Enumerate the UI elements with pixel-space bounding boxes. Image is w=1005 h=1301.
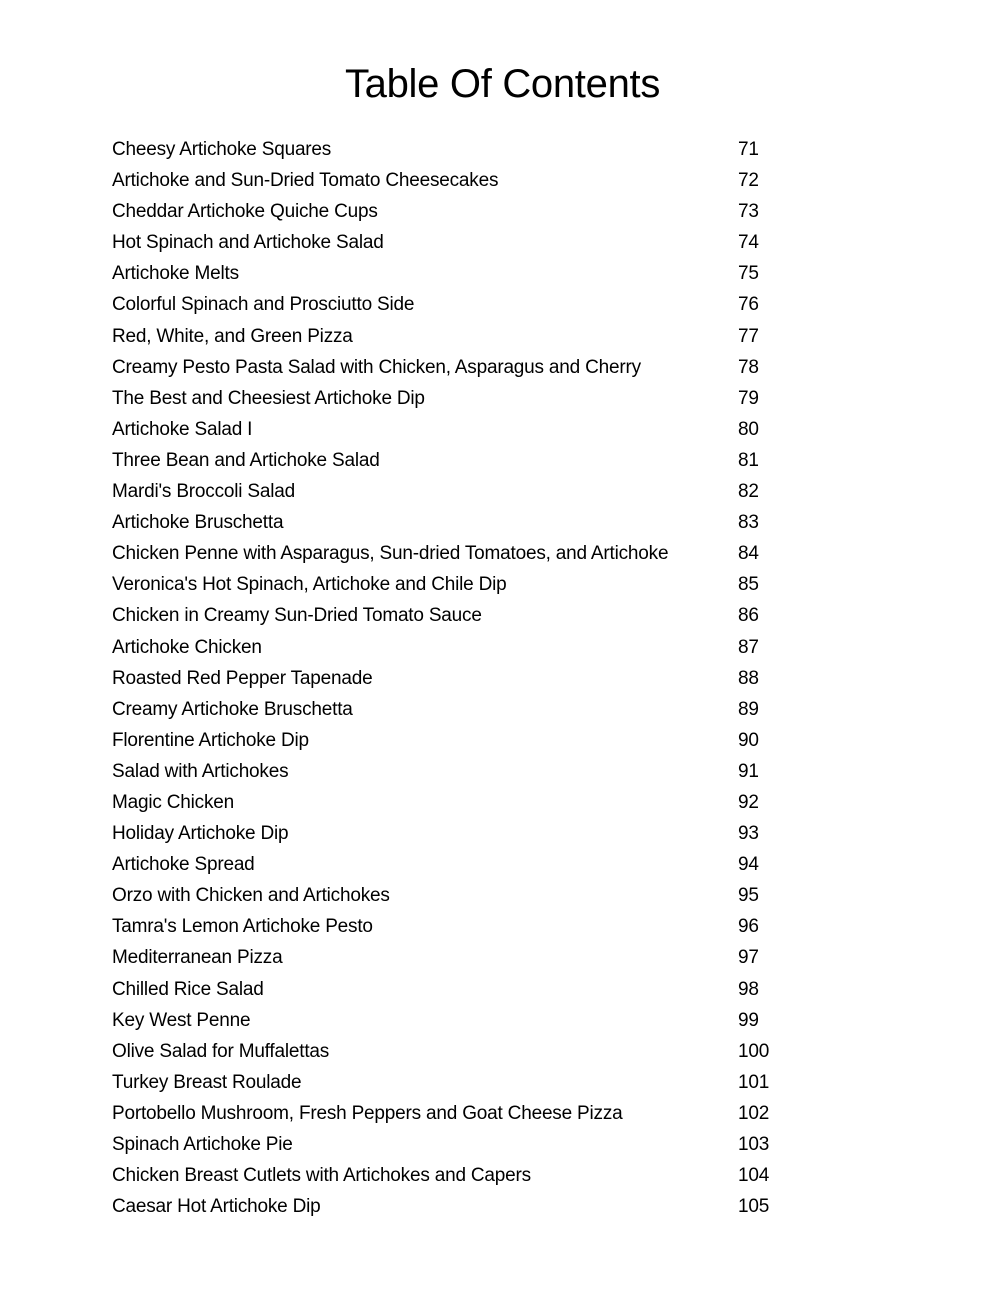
toc-entry (112, 696, 812, 727)
toc-entry (112, 198, 812, 229)
page-title: Table Of Contents (344, 62, 661, 106)
toc-entry-title: Turkey Breast Roulade (112, 1071, 302, 1093)
toc-entry (112, 1162, 812, 1193)
toc-entry-page-number: 85 (738, 574, 759, 596)
toc-entry (112, 944, 812, 975)
toc-entry-page-number: 98 (738, 978, 759, 1000)
toc-entry (112, 416, 812, 447)
toc-entry-page-number: 102 (738, 1102, 770, 1124)
toc-entry-title: Holiday Artichoke Dip (112, 823, 289, 845)
toc-entry-page-number: 90 (738, 729, 759, 751)
toc-entry-page-number: 72 (738, 170, 759, 192)
toc-entry (112, 136, 812, 167)
toc-entry (112, 540, 812, 571)
toc-entry (112, 478, 812, 509)
toc-entry-page-number: 101 (738, 1071, 770, 1093)
toc-entry-title: Creamy Pesto Pasta Salad with Chicken, Asparagus and Cherry (112, 356, 641, 378)
toc-entry-page-number: 87 (738, 636, 759, 658)
toc-entry-page-number: 104 (738, 1165, 770, 1187)
toc-entry-title: Colorful Spinach and Prosciutto Side (112, 294, 415, 316)
toc-entry-title: Chilled Rice Salad (112, 978, 264, 1000)
toc-entry (112, 789, 812, 820)
toc-entry-page-number: 93 (738, 823, 759, 845)
toc-entry-page-number: 76 (738, 294, 759, 316)
toc-entry (112, 229, 812, 260)
toc-entry (112, 571, 812, 602)
toc-entry-page-number: 77 (738, 325, 759, 347)
toc-entry-title: Tamra's Lemon Artichoke Pesto (112, 916, 373, 938)
toc-entry-page-number: 78 (738, 356, 759, 378)
toc-entry (112, 260, 812, 291)
toc-entry-title: Artichoke Salad I (112, 418, 253, 440)
toc-entry (112, 447, 812, 478)
toc-entry (112, 167, 812, 198)
toc-entry-page-number: 100 (738, 1040, 770, 1062)
toc-entry-page-number: 95 (738, 885, 759, 907)
toc-entry-page-number: 75 (738, 263, 759, 285)
toc-entry (112, 1131, 812, 1162)
toc-entry-page-number: 99 (738, 1009, 759, 1031)
toc-entry-title: Artichoke and Sun-Dried Tomato Cheesecakes (112, 170, 499, 192)
toc-entry-title: Olive Salad for Muffalettas (112, 1040, 330, 1062)
toc-entry-title: Caesar Hot Artichoke Dip (112, 1196, 321, 1218)
toc-entry-page-number: 105 (738, 1196, 770, 1218)
toc-entry-page-number: 83 (738, 512, 759, 534)
toc-entry-page-number: 80 (738, 418, 759, 440)
toc-entry-title: Cheddar Artichoke Quiche Cups (112, 201, 378, 223)
toc-entry (112, 1193, 812, 1224)
toc-entry-title: Magic Chicken (112, 791, 235, 813)
toc-entry-page-number: 82 (738, 481, 759, 503)
toc-entry-page-number: 97 (738, 947, 759, 969)
toc-entry-title: Artichoke Melts (112, 263, 239, 285)
toc-entry (112, 913, 812, 944)
toc-entry-page-number: 103 (738, 1134, 770, 1155)
toc-entry (112, 602, 812, 633)
toc-entry-page-number: 88 (738, 667, 759, 689)
toc-entry-page-number: 79 (738, 387, 759, 409)
toc-entry-page-number: 89 (738, 698, 759, 720)
toc-entry-page-number: 91 (738, 760, 759, 782)
toc-entry (112, 1038, 812, 1069)
toc-entry (112, 727, 812, 758)
toc-entry-title: Artichoke Chicken (112, 636, 262, 658)
toc-entry (112, 323, 812, 354)
toc-entry-page-number: 73 (738, 201, 759, 223)
toc-entry-title: Salad with Artichokes (112, 760, 289, 782)
toc-entry (112, 291, 812, 322)
toc-entry-title: Creamy Artichoke Bruschetta (112, 698, 353, 720)
toc-entry-page-number: 94 (738, 854, 759, 876)
toc-entry (112, 634, 812, 665)
toc-entry-page-number: 86 (738, 605, 759, 627)
toc-entry-title: Artichoke Bruschetta (112, 512, 284, 534)
toc-entry (112, 385, 812, 416)
toc-entry-page-number: 74 (738, 232, 759, 254)
toc-entry-title: Florentine Artichoke Dip (112, 729, 309, 751)
toc-entry (112, 820, 812, 851)
toc-entry-title: Chicken Penne with Asparagus, Sun-dried Tomatoes, and Artichoke (112, 543, 669, 565)
toc-entry-title: Chicken Breast Cutlets with Artichokes and Capers (112, 1165, 531, 1187)
toc-entry-title: Hot Spinach and Artichoke Salad (112, 232, 384, 254)
toc-entry-title: Key West Penne (112, 1009, 251, 1031)
toc-entry-page-number: 84 (738, 543, 759, 565)
toc-entry-title: Mardi's Broccoli Salad (112, 481, 295, 503)
toc-entry (112, 882, 812, 913)
toc-entry (112, 1100, 812, 1131)
toc-entry-title: Artichoke Spread (112, 854, 255, 876)
toc-entry (112, 665, 812, 696)
toc-entry-title: Orzo with Chicken and Artichokes (112, 885, 390, 907)
toc-entry-title: Cheesy Artichoke Squares (112, 139, 332, 160)
toc-entry (112, 1069, 812, 1100)
toc-entry-title: Roasted Red Pepper Tapenade (112, 667, 373, 689)
toc-entry (112, 1007, 812, 1038)
toc-entry-title: Veronica's Hot Spinach, Artichoke and Chile Dip (112, 574, 507, 596)
toc-entry-title: Spinach Artichoke Pie (112, 1134, 293, 1155)
toc-entry (112, 976, 812, 1007)
toc-entry (112, 758, 812, 789)
toc-entry-title: The Best and Cheesiest Artichoke Dip (112, 387, 425, 409)
toc-entry-title: Portobello Mushroom, Fresh Peppers and Goat Cheese Pizza (112, 1102, 623, 1124)
toc-entry-page-number: 96 (738, 916, 759, 938)
toc-entry-title: Mediterranean Pizza (112, 947, 283, 969)
toc-entry-page-number: 71 (738, 139, 759, 160)
toc-entry (112, 851, 812, 882)
toc-entry-title: Three Bean and Artichoke Salad (112, 449, 380, 471)
toc-entry (112, 509, 812, 540)
toc-entry (112, 354, 812, 385)
table-of-contents (112, 136, 812, 1224)
toc-entry-title: Red, White, and Green Pizza (112, 325, 353, 347)
toc-entry-page-number: 92 (738, 791, 759, 813)
toc-entry-page-number: 81 (738, 449, 759, 471)
toc-entry-title: Chicken in Creamy Sun-Dried Tomato Sauce (112, 605, 482, 627)
